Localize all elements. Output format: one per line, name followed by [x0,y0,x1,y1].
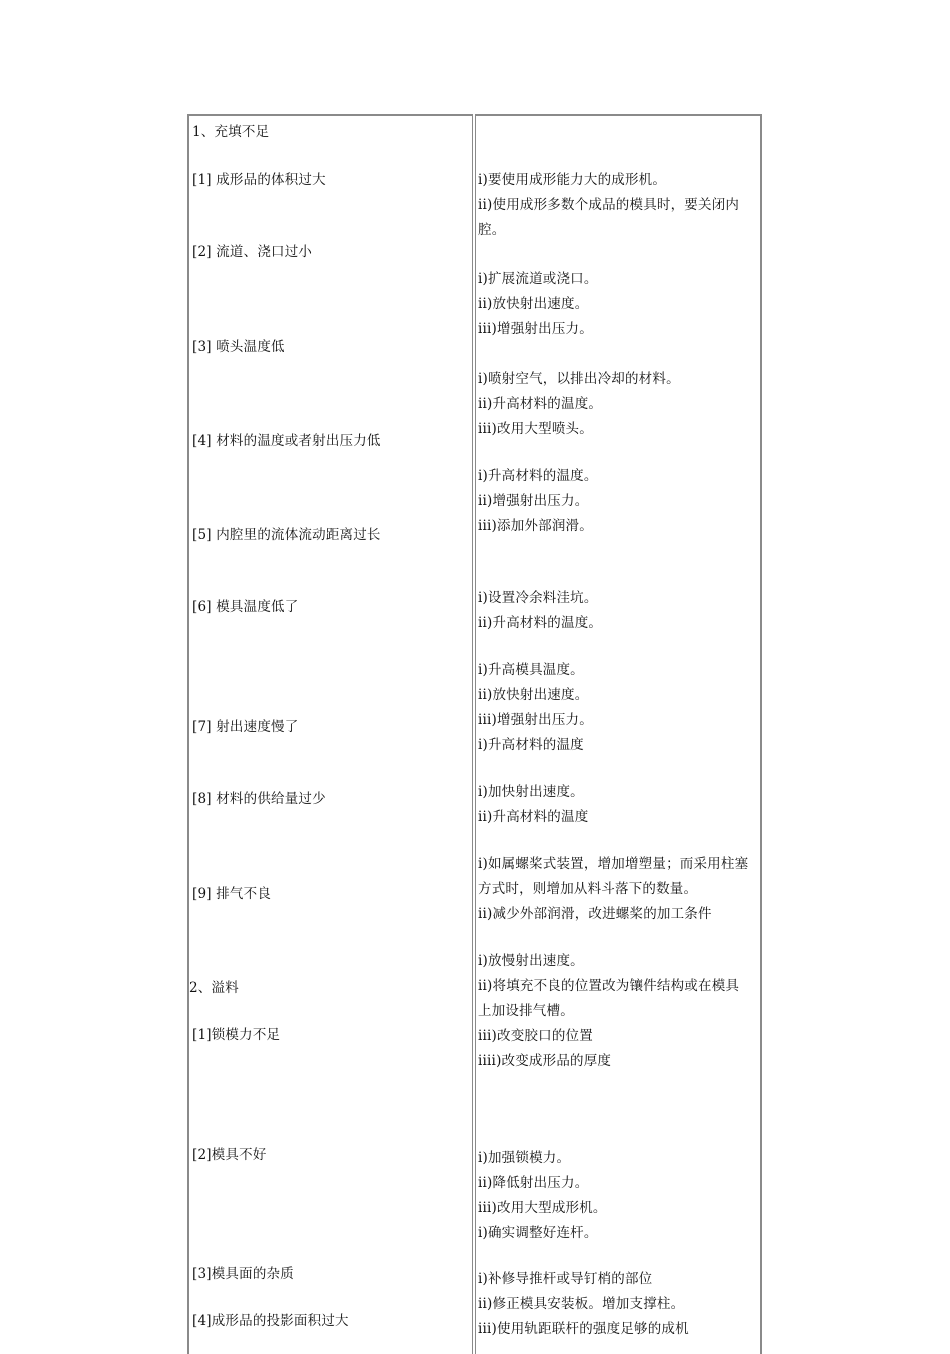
problem-item: [8] 材料的供给量过少 [192,791,326,807]
column-divider [472,114,476,1354]
solution-line: iii)改用大型成形机。 [478,1200,607,1216]
solution-line: ii)使用成形多数个成品的模具时，要关闭内 [478,197,740,213]
section-heading: 1、充填不足 [192,124,270,140]
solution-line: i)扩展流道或浇口。 [478,271,598,287]
solution-line: iii)增强射出压力。 [478,712,593,728]
problem-item: [1] 成形品的体积过大 [192,172,326,188]
solution-line: iiii)改变成形品的厚度 [478,1053,612,1069]
solution-line: ii)升高材料的温度。 [478,396,603,412]
problem-item: [2] 流道、浇口过小 [192,244,313,260]
solution-line: ii)减少外部润滑，改进螺桨的加工条件 [478,906,712,922]
problem-item: [1]锁模力不足 [192,1027,281,1043]
solution-line: ii)升高材料的温度 [478,809,589,825]
solution-line: i)加快射出速度。 [478,784,584,800]
solution-line: i)升高模具温度。 [478,662,584,678]
problem-item: [4]成形品的投影面积过大 [192,1313,349,1329]
problem-item: [3]模具面的杂质 [192,1266,294,1282]
solution-line: i)确实调整好连杆。 [478,1225,598,1241]
solution-line: 腔。 [478,222,506,238]
solution-line: ii)将填充不良的位置改为镶件结构或在模具 [478,978,740,994]
solution-line: i)补修导推杆或导钉梢的部位 [478,1271,653,1287]
problem-item: [9] 排气不良 [192,886,272,902]
problem-item: [4] 材料的温度或者射出压力低 [192,433,381,449]
problem-item: [5] 内腔里的流体流动距离过长 [192,527,381,543]
solution-line: ii)降低射出压力。 [478,1175,589,1191]
solution-line: iii)增强射出压力。 [478,321,593,337]
solution-line: i)升高材料的温度 [478,737,584,753]
solution-line: i)放慢射出速度。 [478,953,584,969]
solution-line: iii)使用轨距联杆的强度足够的成机 [478,1321,689,1337]
problem-item: [7] 射出速度慢了 [192,719,299,735]
solution-line: ii)增强射出压力。 [478,493,589,509]
solution-line: iii)改用大型喷头。 [478,421,593,437]
solution-line: 上加设排气槽。 [478,1003,574,1019]
problem-item: [2]模具不好 [192,1147,267,1163]
problem-item: [6] 模具温度低了 [192,599,299,615]
solution-line: i)升高材料的温度。 [478,468,598,484]
solution-line: i)设置冷余料洼坑。 [478,590,598,606]
solution-line: iii)改变胶口的位置 [478,1028,593,1044]
solution-line: ii)放快射出速度。 [478,296,589,312]
section-heading: 2、溢料 [189,980,239,996]
solution-line: i)如属螺桨式装置，增加增塑量；而采用柱塞 [478,856,749,872]
solution-line: iii)添加外部润滑。 [478,518,593,534]
solution-line: ii)修正模具安装板。增加支撑柱。 [478,1296,685,1312]
solution-line: i)加强锁模力。 [478,1150,571,1166]
solution-line: ii)放快射出速度。 [478,687,589,703]
solution-line: ii)升高材料的温度。 [478,615,603,631]
solution-line: 方式时，则增加从料斗落下的数量。 [478,881,698,897]
solution-line: i)要使用成形能力大的成形机。 [478,172,667,188]
solution-line: i)喷射空气，以排出冷却的材料。 [478,371,680,387]
problem-item: [3] 喷头温度低 [192,339,285,355]
